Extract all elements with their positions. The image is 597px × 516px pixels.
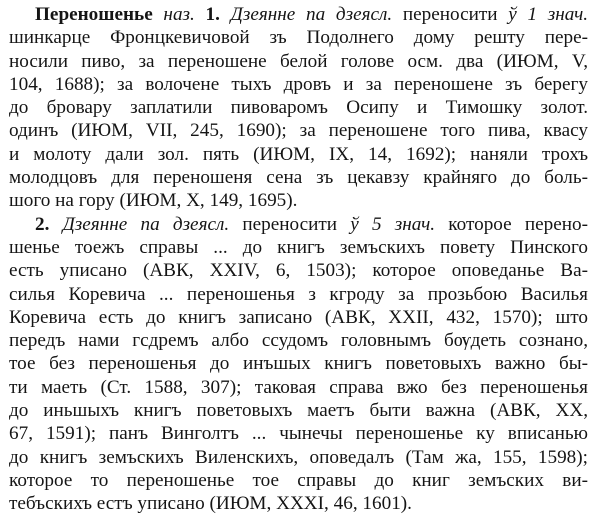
sense-2-ref-word: переносити — [242, 213, 338, 235]
sense-1-line: и молоту дали зол. пять (ИЮМ, IX, 14, 1692); наняли трохъ — [9, 143, 588, 165]
sense-2-line: передъ нами гсдремъ албо ссудомъ головнымъ бѹдеть сознано, — [9, 330, 588, 352]
headword: Переношенье — [35, 4, 153, 25]
sense-2-line: ти маеть (Ст. 1588, 307); таковая справа вжо без переношенья — [9, 376, 588, 398]
sense-2-line: 67, 1591); панъ Винголтъ ... чынечы переношенье ку вписанью — [9, 423, 588, 445]
sense-1-ref-note: ў 1 знач. — [508, 4, 589, 25]
sense-number-2: 2. — [35, 213, 50, 235]
sense-2-line: есть уписано (АВК, XXIV, 6, 1503); которое оповеданье Ва- — [9, 260, 588, 282]
sense-number-1: 1. — [205, 4, 220, 25]
sense-2-line: шенье тоежъ справы ... до книгъ земъскихъ повету Пинского — [9, 236, 588, 258]
sense-2-line: силья Коревича ... переношенья з кгроду за прозьбою Василья — [9, 283, 588, 305]
sense-2-line: до иньшыхъ книгъ поветовыхъ маетъ быти важна (АВК, XX, — [9, 400, 588, 422]
sense-2-definition: Дзеянне па дзеясл. — [62, 213, 230, 235]
part-of-speech: наз. — [163, 4, 195, 25]
sense-1-line: молодцовъ для переношеня сена зъ цекавзу крайняго до боль- — [9, 167, 588, 189]
sense-2-line: Коревича есть до книгъ записано (АВК, XXII, 432, 1570); што — [9, 306, 588, 328]
sense-1-line: до бровару заплатили пивоваромъ Осипу и Тимошку золот. — [9, 97, 588, 119]
entry-first-line — [9, 3, 588, 26]
sense-1-line: 104, 1688); за волочене тыхъ дровъ и за переношене зъ берегу — [9, 73, 588, 95]
sense-2-line: до книгъ земъскихъ Виленскихъ, оповедалъ (Там жа, 155, 1598); — [9, 446, 588, 468]
sense-1-definition: Дзеянне па дзеясл. — [230, 4, 393, 25]
sense-1-line: одинъ (ИЮМ, VII, 245, 1690); за переношене того пива, квасу — [9, 120, 588, 142]
sense-2-line: которое то переношенье тое справы до книг земъских ви- — [9, 469, 588, 491]
sense-2-line: тебъскихъ естъ уписано (ИЮМ, XXXI, 46, 1601). — [9, 493, 412, 515]
sense-2-first-line-tail: которое перено- — [448, 213, 588, 235]
sense-1-line: шого на гору (ИЮМ, X, 149, 1695). — [9, 190, 298, 212]
sense-2-ref-note: ў 5 знач. — [350, 213, 436, 235]
sense-1-ref-word: переносити — [402, 4, 498, 25]
sense-1-line: шинкарце Фронцкевичовой зъ Подолнего дому решту пере- — [9, 27, 588, 49]
sense-2-first-line — [9, 213, 588, 236]
sense-1-line: носили пиво, за переношене белой голове осм. два (ИЮМ, V, — [9, 50, 588, 72]
sense-2-line: тое без переношенья до инъшых книгъ поветовыхъ важно бы- — [9, 353, 588, 375]
